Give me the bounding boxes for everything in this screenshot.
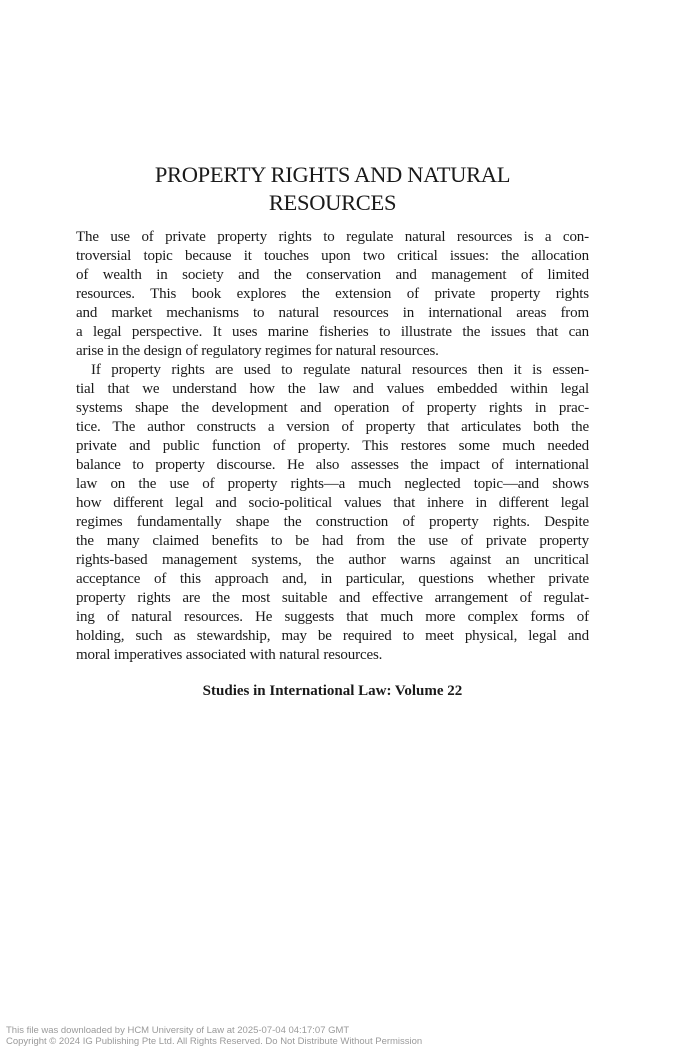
title-line-2: RESOURCES <box>268 190 397 215</box>
download-watermark <box>6 1025 422 1047</box>
text-line: holding, such as stewardship, may be required to meet physical, legal and <box>76 628 589 644</box>
text-line: If property rights are used to regulate natural resources then it is essen- <box>91 362 589 378</box>
page-title <box>76 161 589 217</box>
title-line-1: PROPERTY RIGHTS AND NATURAL <box>154 162 511 187</box>
text-line: resources. This book explores the extension of private property rights <box>76 286 589 302</box>
download-notice: This file was downloaded by HCM University of Law at 2025-07-04 04:17:07 GMT <box>6 1025 350 1036</box>
text-line: The use of private property rights to regulate natural resources is a con- <box>76 229 589 245</box>
text-line: regimes fundamentally shape the construction of property rights. Despite <box>76 514 589 530</box>
text-line: tice. The author constructs a version of property that articulates both the <box>76 419 589 435</box>
text-line: property rights are the most suitable and effective arrangement of regulat- <box>76 590 589 606</box>
text-line: systems shape the development and operation of property rights in prac- <box>76 400 589 416</box>
text-line: troversial topic because it touches upon two critical issues: the allocation <box>76 248 589 264</box>
blurb-text <box>76 228 589 665</box>
text-line: moral imperatives associated with natural resources. <box>76 647 383 663</box>
text-line: ing of natural resources. He suggests that much more complex forms of <box>76 609 589 625</box>
series-title: Studies in International Law: Volume 22 <box>202 683 463 699</box>
text-line: arise in the design of regulatory regimes for natural resources. <box>76 343 439 359</box>
text-line: tial that we understand how the law and values embedded within legal <box>76 381 589 397</box>
text-line: a legal perspective. It uses marine fisheries to illustrate the issues that can <box>76 324 589 340</box>
text-line: of wealth in society and the conservation and management of limited <box>76 267 589 283</box>
text-line: law on the use of property rights—a much neglected topic—and shows <box>76 476 589 492</box>
text-line: and market mechanisms to natural resources in international areas from <box>76 305 589 321</box>
text-line: rights-based management systems, the author warns against an uncritical <box>76 552 589 568</box>
copyright-notice: Copyright © 2024 IG Publishing Pte Ltd. All Rights Reserved. Do Not Distribute Without Permission <box>6 1036 423 1047</box>
paragraph-1 <box>76 228 589 361</box>
text-line: how different legal and socio-political values that inhere in different legal <box>76 495 589 511</box>
paragraph-2 <box>76 361 589 665</box>
text-line: the many claimed benefits to be had from the use of private property <box>76 533 589 549</box>
text-line: balance to property discourse. He also assesses the impact of international <box>76 457 589 473</box>
text-line: acceptance of this approach and, in particular, questions whether private <box>76 571 589 587</box>
text-line: private and public function of property. This restores some much needed <box>76 438 589 454</box>
